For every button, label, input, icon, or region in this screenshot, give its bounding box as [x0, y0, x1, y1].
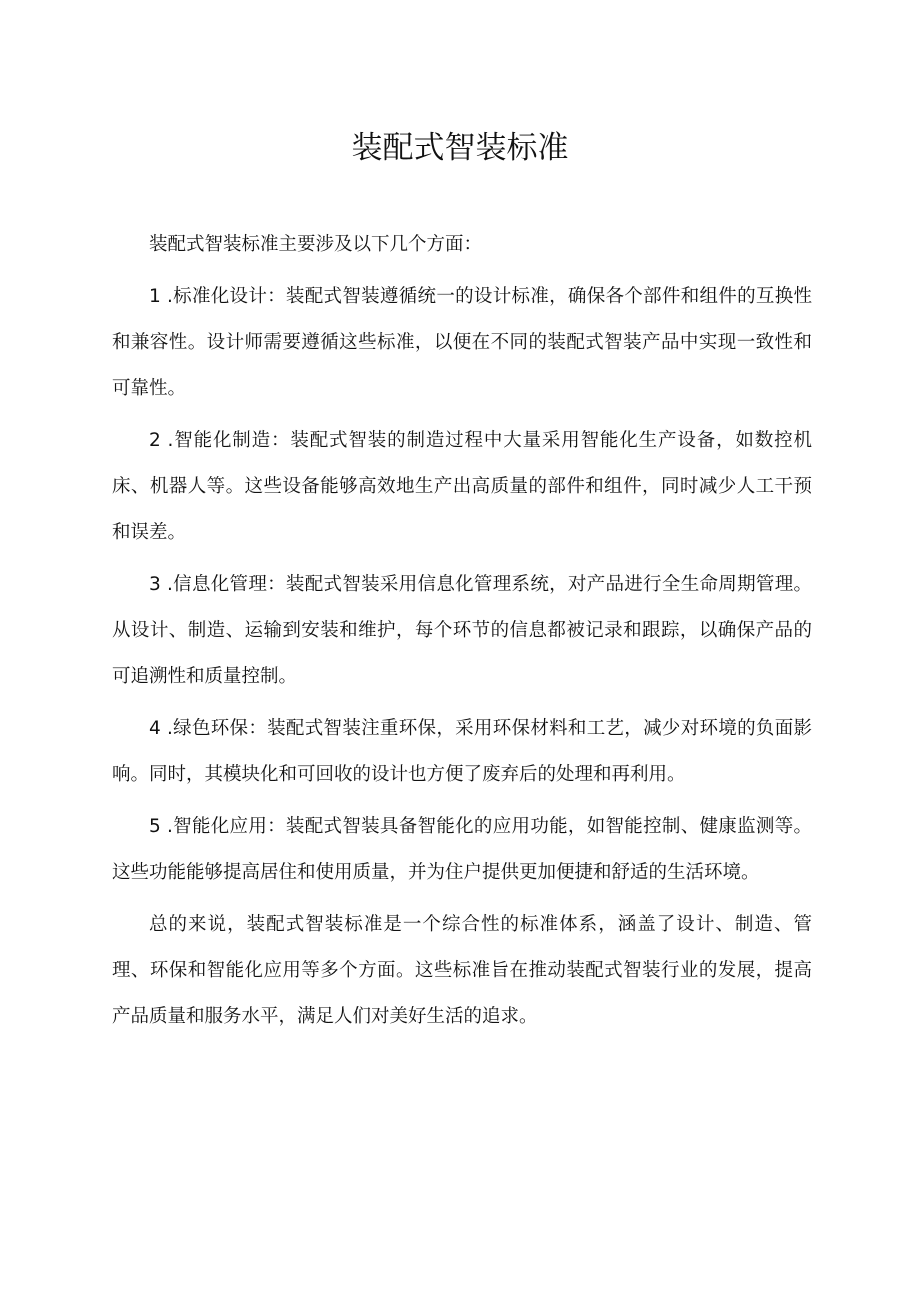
item-text: .智能化应用：装配式智装具备智能化的应用功能，如智能控制、健康监测等。这些功能能够提高居住和使用质量，并为住户提供更加便捷和舒适的生活环境。	[112, 816, 812, 883]
item-text: .信息化管理：装配式智装采用信息化管理系统，对产品进行全生命周期管理。从设计、制造、运输到安装和维护，每个环节的信息都被记录和跟踪，以确保产品的可追溯性和质量控制。	[112, 574, 812, 687]
item-text: .绿色环保：装配式智装注重环保，采用环保材料和工艺，减少对环境的负面影响。同时，其模块化和可回收的设计也方便了废弃后的处理和再利用。	[112, 718, 812, 785]
list-item-2	[112, 418, 812, 556]
item-text: .标准化设计：装配式智装遵循统一的设计标准，确保各个部件和组件的互换性和兼容性。设计师需要遵循这些标准，以便在不同的装配式智装产品中实现一致性和可靠性。	[112, 286, 812, 399]
item-number: 5	[149, 816, 161, 837]
item-number: 3	[149, 574, 161, 595]
item-number: 4	[149, 718, 161, 739]
item-text: .智能化制造：装配式智装的制造过程中大量采用智能化生产设备，如数控机床、机器人等。这些设备能够高效地生产出高质量的部件和组件，同时减少人工干预和误差。	[112, 430, 812, 543]
list-item-5	[112, 804, 812, 896]
item-number: 2	[149, 430, 161, 451]
list-item-4	[112, 706, 812, 798]
list-item-1	[112, 274, 812, 412]
intro-paragraph: 装配式智装标准主要涉及以下几个方面：	[149, 234, 483, 255]
summary-paragraph: 总的来说，装配式智装标准是一个综合性的标准体系，涵盖了设计、制造、管理、环保和智能化应用等多个方面。这些标准旨在推动装配式智装行业的发展，提高产品质量和服务水平，满足人们对美好生活的追求。	[112, 914, 812, 1027]
document-title: 装配式智装标准	[351, 130, 569, 166]
document-body	[112, 222, 812, 1040]
list-item-3	[112, 562, 812, 700]
item-number: 1	[149, 286, 161, 307]
